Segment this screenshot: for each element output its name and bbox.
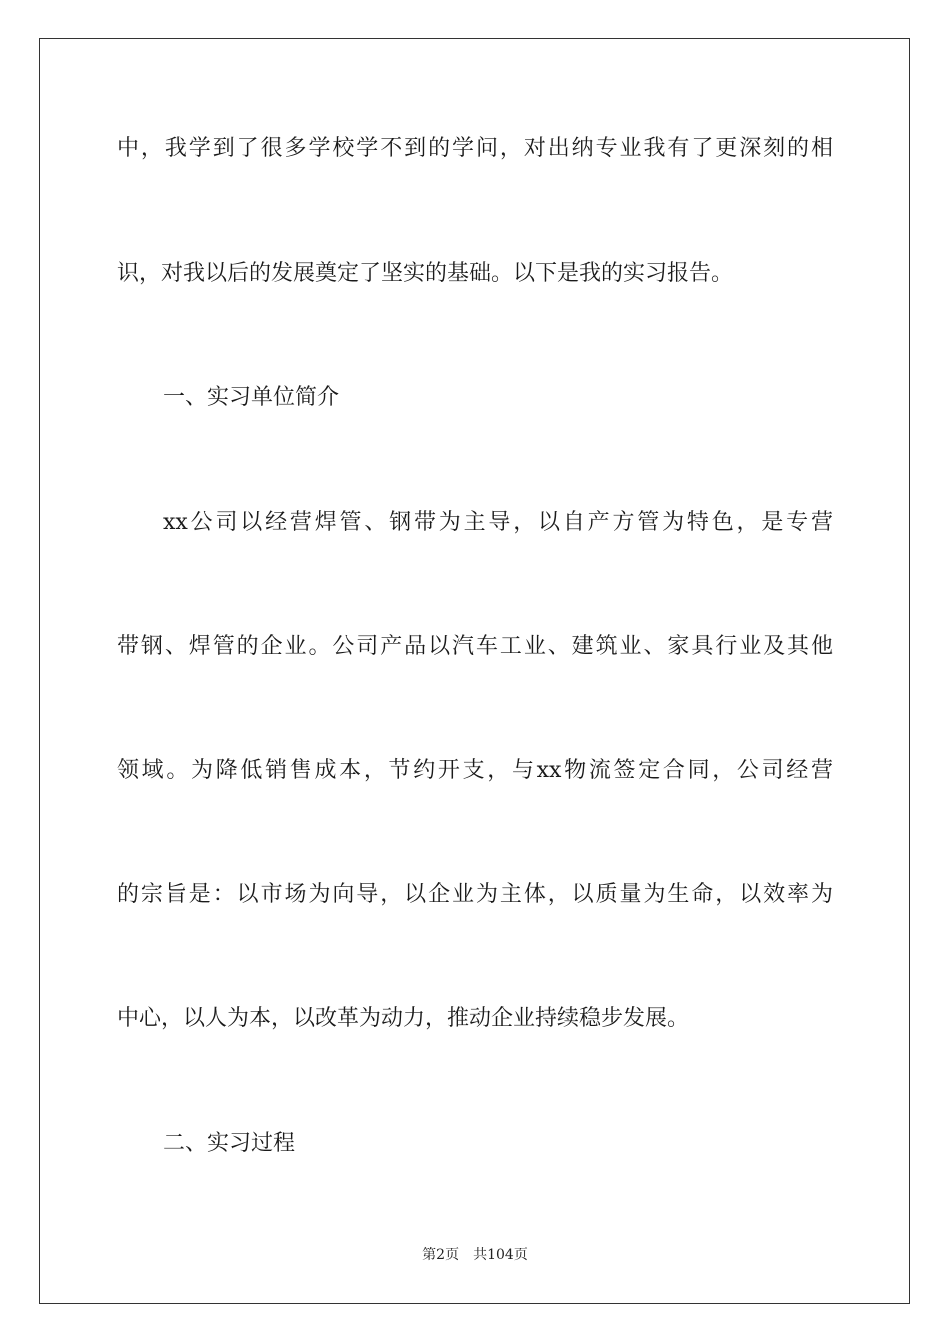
page-number: 第2页 xyxy=(422,1247,460,1263)
paragraph-line: 带钢、焊管的企业。公司产品以汽车工业、建筑业、家具行业及其他 xyxy=(117,634,833,659)
paragraph-line: 识，对我以后的发展奠定了坚实的基础。以下是我的实习报告。 xyxy=(117,261,734,286)
paragraph-line: 领域。为降低销售成本，节约开支，与xx物流签定合同，公司经营 xyxy=(117,758,833,783)
page-border xyxy=(39,38,910,1304)
section-heading: 二、实习过程 xyxy=(163,1131,296,1156)
page-total: 共104页 xyxy=(473,1247,528,1263)
paragraph-line: xx公司以经营焊管、钢带为主导，以自产方管为特色，是专营 xyxy=(163,510,833,535)
section-heading: 一、实习单位简介 xyxy=(163,385,340,410)
paragraph-line: 的宗旨是：以市场为向导，以企业为主体，以质量为生命，以效率为 xyxy=(117,882,833,907)
paragraph-line: 中，我学到了很多学校学不到的学问，对出纳专业我有了更深刻的相 xyxy=(117,136,833,161)
page-footer xyxy=(0,1246,950,1264)
paragraph-line: 中心，以人为本，以改革为动力，推动企业持续稳步发展。 xyxy=(117,1006,690,1031)
